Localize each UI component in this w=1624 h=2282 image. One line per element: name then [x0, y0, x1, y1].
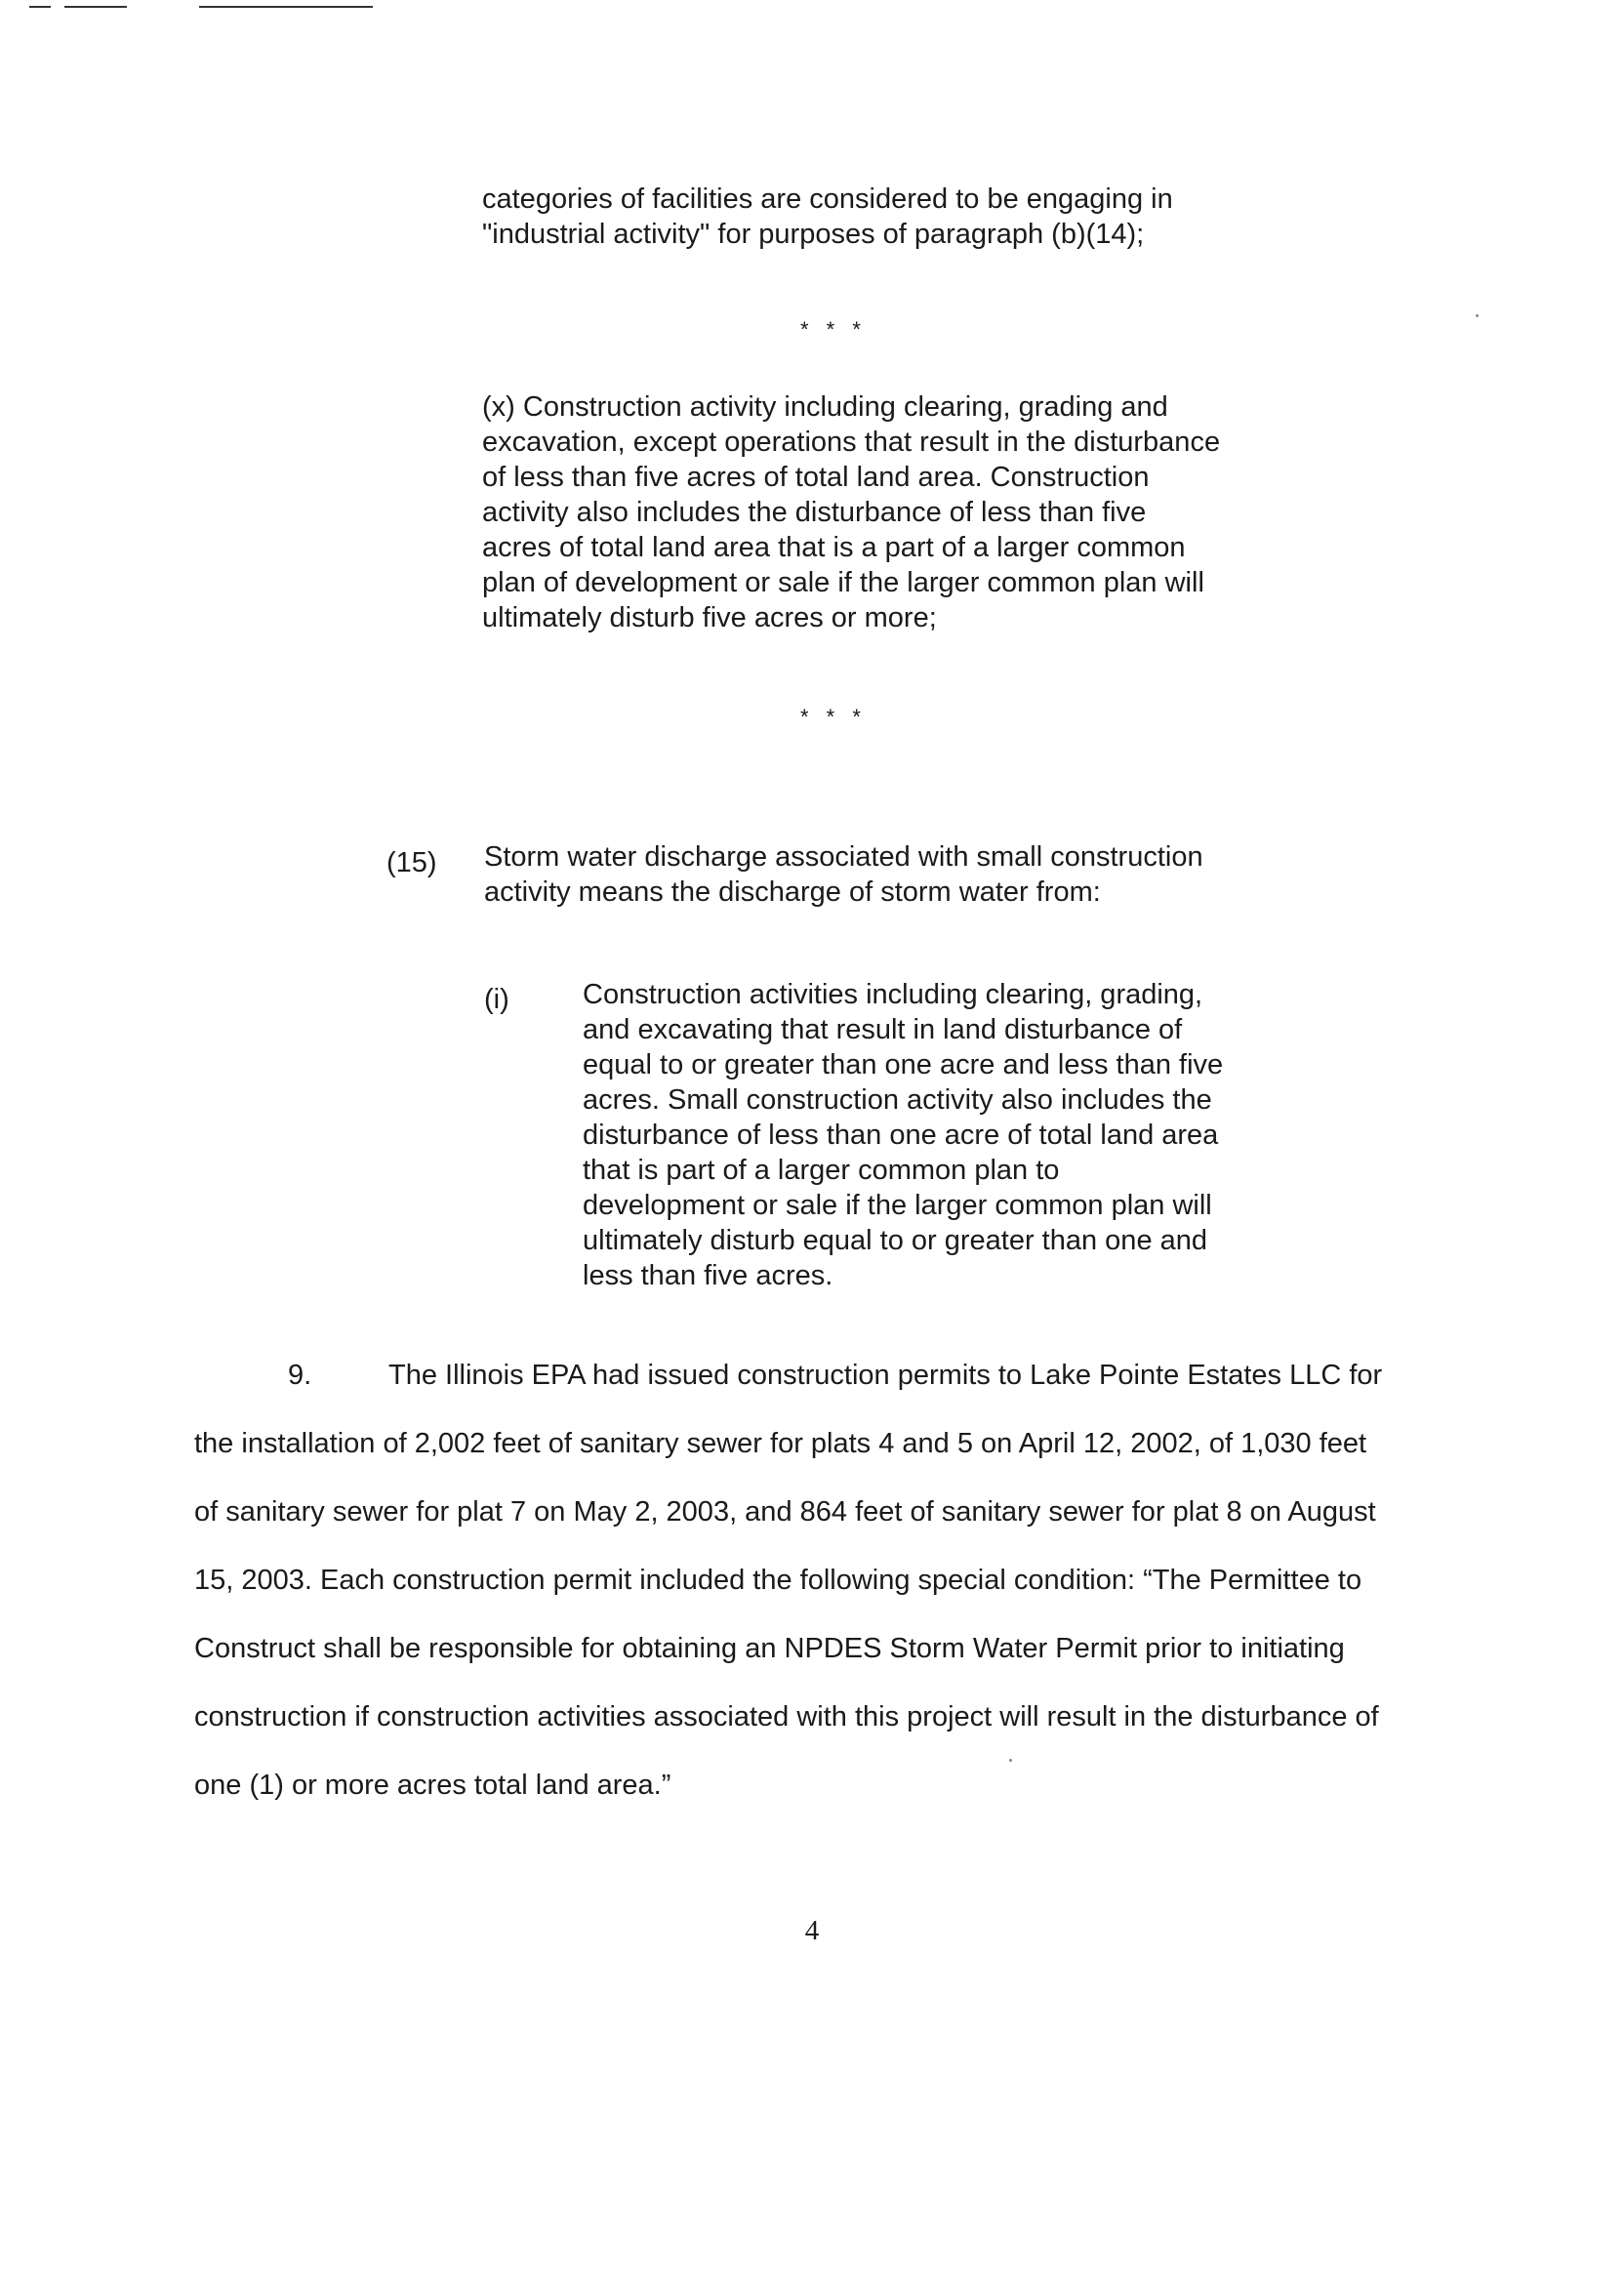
- scan-speck: [1009, 1759, 1012, 1762]
- text-line: development or sale if the larger common plan will: [583, 1190, 1212, 1221]
- page-number: 4: [804, 1915, 820, 1946]
- text-line: The Illinois EPA had issued construction permits to Lake Pointe Estates LLC for: [388, 1360, 1383, 1391]
- scan-mark: [64, 6, 127, 8]
- section-separator: * * *: [800, 317, 867, 342]
- text-line: construction if construction activities associated with this project will result in the disturbance of: [194, 1701, 1379, 1732]
- text-line: the installation of 2,002 feet of sanitary sewer for plats 4 and 5 on April 12, 2002, of 1,030 feet: [194, 1428, 1367, 1459]
- text-line: acres of total land area that is a part of a larger common: [482, 532, 1186, 563]
- scan-mark: [29, 6, 51, 8]
- text-line: activity means the discharge of storm water from:: [484, 876, 1101, 908]
- scan-speck: [1476, 314, 1479, 317]
- text-line: 15, 2003. Each construction permit included the following special condition: “The Permittee to: [194, 1565, 1362, 1596]
- text-line: excavation, except operations that result in the disturbance: [482, 427, 1221, 458]
- text-line: Storm water discharge associated with small construction: [484, 841, 1203, 873]
- item-15-text: [484, 839, 1203, 910]
- text-line: activity also includes the disturbance of less than five: [482, 497, 1147, 528]
- text-line: categories of facilities are considered to be engaging in: [482, 183, 1173, 215]
- text-line: plan of development or sale if the larger common plan will: [482, 567, 1204, 598]
- scan-mark: [199, 6, 373, 8]
- item-15-number: (15): [386, 847, 437, 878]
- quoted-text-construction-activity: [482, 389, 1220, 635]
- text-line: of sanitary sewer for plat 7 on May 2, 2003, and 864 feet of sanitary sewer for plat 8 on August: [194, 1496, 1376, 1528]
- section-separator: * * *: [800, 705, 867, 729]
- text-line: Construct shall be responsible for obtaining an NPDES Storm Water Permit prior to initiating: [194, 1633, 1345, 1664]
- quoted-text-categories: [482, 182, 1173, 252]
- text-line: and excavating that result in land disturbance of: [583, 1014, 1183, 1045]
- text-line: equal to or greater than one acre and less than five: [583, 1049, 1224, 1080]
- paragraph-number: 9.: [288, 1360, 312, 1391]
- text-line: one (1) or more acres total land area.”: [194, 1770, 671, 1801]
- text-line: acres. Small construction activity also includes the: [583, 1084, 1212, 1116]
- item-i-text: [583, 977, 1223, 1293]
- item-i-number: (i): [484, 984, 509, 1015]
- text-line: that is part of a larger common plan to: [583, 1155, 1060, 1186]
- text-line: ultimately disturb equal to or greater than one and: [583, 1225, 1208, 1256]
- text-line: disturbance of less than one acre of total land area: [583, 1120, 1219, 1151]
- text-line: (x) Construction activity including clearing, grading and: [482, 391, 1168, 423]
- text-line: of less than five acres of total land area. Construction: [482, 462, 1150, 493]
- text-line: ultimately disturb five acres or more;: [482, 602, 937, 633]
- text-line: "industrial activity" for purposes of paragraph (b)(14);: [482, 219, 1145, 250]
- text-line: Construction activities including clearing, grading,: [583, 979, 1203, 1010]
- text-line: less than five acres.: [583, 1260, 833, 1291]
